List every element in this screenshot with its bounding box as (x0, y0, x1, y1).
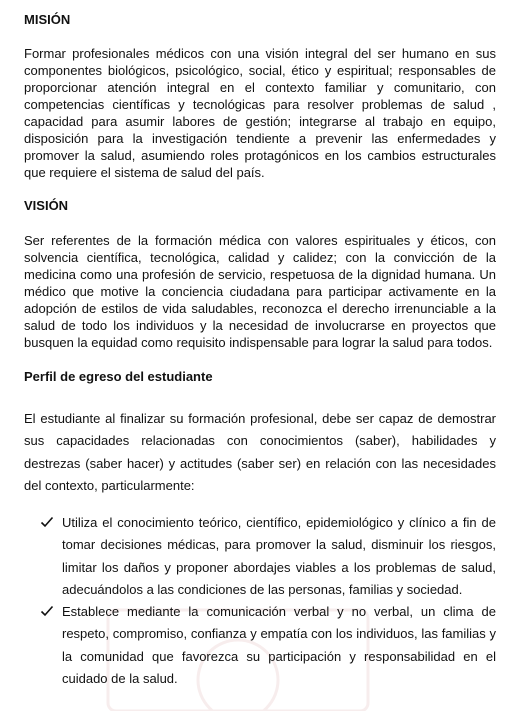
checkmark-icon (40, 515, 54, 529)
vision-heading: VISIÓN (24, 198, 69, 213)
mision-paragraph: Formar profesionales médicos con una visión integral del ser humano en sus componentes biológicos, psicológico, social, ético y espiritual; responsables de proporcionar atención integral en el contexto familiar y comunitario, con competencias científicas y tecnológicas para resolver problemas de salud , capacidad para asumir labores de gestión; integrarse al trabajo en equipo, disposición para la investigación tendiente a prevenir las enfermedades y promover la salud, asumiendo roles protagónicos en los cambios estructurales que requiere el sistema de salud del país. (24, 46, 496, 180)
list-item (0, 601, 496, 690)
perfil-bullet-list (0, 512, 532, 690)
perfil-intro-paragraph: El estudiante al finalizar su formación profesional, debe ser capaz de demostrar sus capacidades relacionadas con conocimientos (saber), habilidades y destrezas (saber hacer) y actitudes (saber ser) en relación con las necesidades del contexto, particularmente: (24, 411, 496, 493)
perfil-heading: Perfil de egreso del estudiante (24, 369, 213, 384)
checkmark-icon (40, 604, 54, 618)
list-item (0, 512, 496, 601)
list-item-text: Establece mediante la comunicación verbal y no verbal, un clima de respeto, compromiso, confianza y empatía con los individuos, las familias y la comunidad que favorezca su participación y responsabilidad en el cuidado de la salud. (62, 604, 496, 687)
vision-paragraph: Ser referentes de la formación médica con valores espirituales y éticos, con solvencia científica, tecnológica, calidad y calidez; con la convicción de la medicina como una profesión de servicio, respetuosa de la dignidad humana. Un médico que motive la conciencia ciudadana para participar activamente en la adopción de estilos de vida saludables, reconozca el derecho irrenunciable a la salud de todo los individuos y la necesidad de involucrarse en proyectos que busquen la equidad como requisito indispensable para lograr la salud para todos. (24, 233, 496, 350)
mision-heading: MISIÓN (24, 12, 71, 27)
list-item-text: Utiliza el conocimiento teórico, científico, epidemiológico y clínico a fin de tomar decisiones médicas, para promover la salud, disminuir los riesgos, limitar los daños y proponer abordajes viables a los problemas de salud, adecuándolos a las condiciones de las personas, familias y sociedad. (62, 515, 496, 597)
